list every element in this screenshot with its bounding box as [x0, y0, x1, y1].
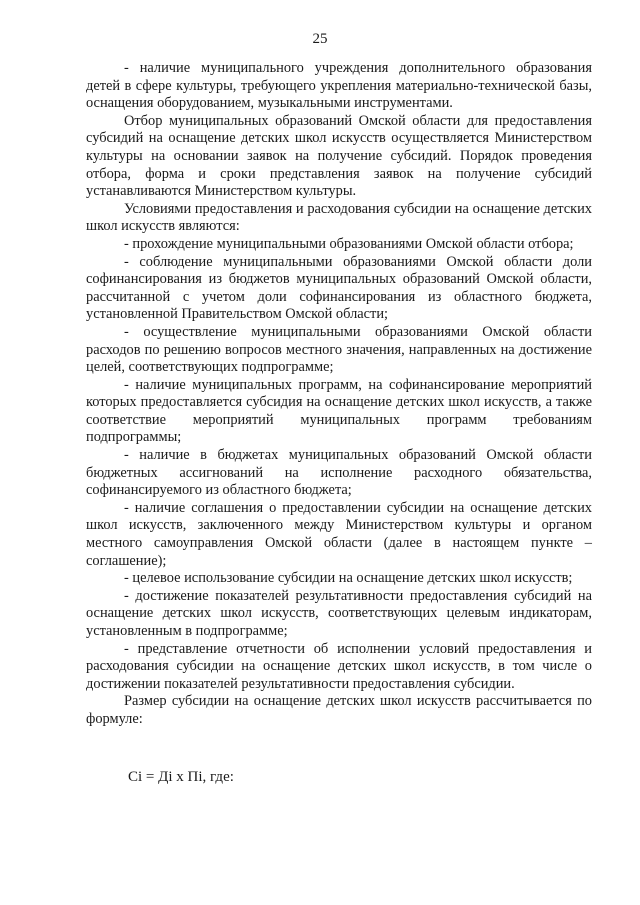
paragraph-subsidy-size: Размер субсидии на оснащение детских школ искусств рассчитывается по формуле:	[86, 693, 592, 727]
subsidy-formula: Ci = Дi x Пi, где:	[128, 768, 234, 785]
list-item-local-expenses: - осуществление муниципальными образованиями Омской области расходов по решению вопросов местного значения, направленных на достижение целей, соответствующих подпрограмме;	[86, 323, 592, 376]
document-body	[86, 60, 592, 786]
list-item-municipal-programs: - наличие муниципальных программ, на софинансирование мероприятий которых предоставляется субсидия на оснащение детских школ искусств, а также соответствие мероприятий муниципальных программ требованиям подпрограммы;	[86, 376, 592, 446]
list-item-passing-selection: - прохождение муниципальными образованиями Омской области отбора;	[124, 235, 574, 252]
list-item-budget-allocations: - наличие в бюджетах муниципальных образований Омской области бюджетных ассигнований на исполнение расходного обязательства, софинансируемого из областного бюджета;	[86, 447, 592, 499]
list-item-agreement: - наличие соглашения о предоставлении субсидии на оснащение детских школ искусств, заключенного между Министерством культуры и органом местного самоуправления Омской области (далее в настоящем пункте – соглашение);	[86, 499, 592, 569]
formula-spacer	[86, 729, 592, 769]
list-item-targeted-use: - целевое использование субсидии на оснащение детских школ искусств;	[124, 570, 573, 587]
list-item-reporting: - представление отчетности об исполнении условий предоставления и расходования субсидии на оснащение детских школ искусств, в том числе о достижении показателей результативности предоставления субсидии.	[86, 640, 592, 692]
paragraph-selection-procedure: Отбор муниципальных образований Омской области для предоставления субсидий на оснащение детских школ искусств осуществляется Министерством культуры на основании заявок на получение субсидий. Порядок проведения отбора, форма и сроки представления заявок на получение субсидий устанавливаются Министерством культуры.	[86, 112, 592, 200]
page-number: 25	[312, 31, 328, 47]
list-item-performance-indicators: - достижение показателей результативности предоставления субсидий на оснащение детских школ искусств, соответствующих целевым индикаторам, установленным в подпрограмме;	[86, 587, 592, 639]
list-item-cofinancing-share: - соблюдение муниципальными образованиями Омской области доли софинансирования из бюджетов муниципальных образований Омской области, рассчитанной с учетом доли софинансирования из областного бюджета, установленной Правительством Омской области;	[86, 253, 592, 323]
paragraph-institution-condition: - наличие муниципального учреждения дополнительного образования детей в сфере культуры, требующего укрепления материально-технической базы, оснащения оборудованием, музыкальными инструментами.	[86, 60, 592, 112]
paragraph-conditions-intro: Условиями предоставления и расходования субсидии на оснащение детских школ искусств являются:	[86, 200, 592, 235]
